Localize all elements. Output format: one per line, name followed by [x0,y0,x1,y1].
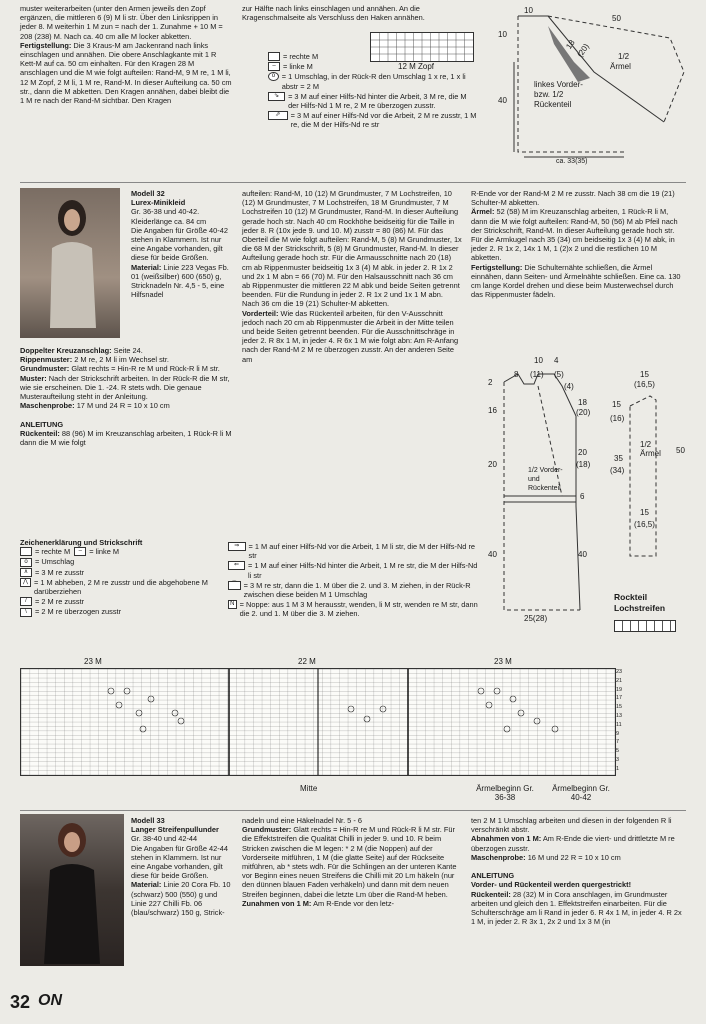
chart-row-numbers: 23 21 19 17 15 13 11 9 7 5 3 1 [616,669,622,772]
chart-block-1: 23 M [84,657,102,666]
model32-col3: R-Ende vor der Rand-M 2 M re zusstr. Nach 38 cm die 19 (21) Schulter-M abketten. Ärmel: 52 (58) M im Kreuzanschlag arbeiten, 1 Rück-R li M, dann die M wie folgt aufteilen: Rand-M, 50 (56) M ab Pfeil nach der Strickschrift, Rand-M. In dieser Aufteilung gerade hoch str. Für die Armkugel nach 35 (34) cm beidseitig 1x 3 (4) M abk, in jeder 2. R 1x 2, 14x 1 M, 1 (2)x 2 und die restlichen 10 M abketten. Fertigstellung: Die Schulternähte schließen, die Ärmel einnähen, dann Seiten- und Ärmelnähte schließen. Eine ca. 130 cm lange Kordel drehen und diese beim Musterwechsel durch das Rippenmuster fädeln. [471,189,681,300]
chart-block-2: 22 M [298,657,316,666]
s-s: 15 [640,370,649,379]
divider-bottom [20,810,686,811]
dim-18: 18 [564,38,577,51]
model33-photo [20,814,124,966]
divider-top [20,182,686,183]
rock-title: Rockteil Lochstreifen [614,592,666,613]
s-k: 20 [488,460,497,469]
model32-photo [20,188,120,338]
top-legend: = rechte M – = linke M o = 1 Umschlag, in der Rück-R den Umschlag 1 x re, 1 x li abstr = 2 M ⇘ = 3 M auf einer Hilfs-Nd hinter die Arbeit, 3 M re, die M der Hilfs-Nd 1 M re, 2 M re überzogen zusstr. ⇗ = 3 M auf einer Hilfs-Nd vor die Arbeit, 2 M re zusstr, 1 M re, die M der Hilfs-Nd re str [268,52,478,131]
magazine-logo: ON [38,992,62,1009]
zopf-label: 12 M Zopf [398,62,435,71]
chart-block-3: 23 M [494,657,512,666]
s-o: 6 [580,492,585,501]
dim-50: 50 [612,14,621,23]
dim-10b: 10 [498,30,507,39]
page-number: 32 [10,992,31,1012]
model33-col2: nadeln und eine Häkelnadel Nr. 5 - 6 Grundmuster: Glatt rechts = Hin-R re M und Rück-R li M str. Für die Effektstreifen die Qualität Chilli in jeder 9. und 10. R beim Stricken zwischen die M legen: * 2 M (die Noppen) auf der Vorderseite mitführen, 1 M (die glatte Seite) auf der Rückseite mitführen, ab * stets wdh. Für die Schlingen an der unteren Kante vor Beginn eines neuen Streifens die Chilli mit 20 Lm häkeln (nur den dünnen blauen Faden verhäkeln) und dann mit dem neuen Streifen beginnen, dabei die letzte Lm über die Rand-M heben. Zunahmen von 1 M: Am R-Ende vor den letz- [242,816,457,908]
s-i: 18 [578,398,587,407]
dim-width: ca. 33(35) [556,158,588,165]
s-j: (20) [576,408,591,417]
s-n: 1/2 Vorder- und Rückenteil [528,467,563,492]
s-p: 40 [488,550,497,559]
s-t: (16,5) [634,380,655,389]
chart-arm2: Ärmelbeginn Gr. 40-42 [552,784,610,802]
model32-header: Modell 32 Lurex-Minikleid Gr. 36-38 und 40-42. Kleiderlänge ca. 84 cm Die Angaben für Größe 40-42 stehen in Klammern. Ist nur eine Angabe vorhanden, gilt diese für beide Größen. Material: Linie 223 Vegas Fb. 01 (weißsilber) 600 (650) g, Stricknadeln Nr. 4,5 - 5, eine Hilfsnadel [131,189,229,300]
model33-header: Modell 33 Langer Streifenpullunder Gr. 38-40 und 42-44 Die Angaben für Größe 42-44 stehen in Klammern. Ist nur eine Angabe vorhanden, gilt diese für beide Größen. Material: Linie 20 Cora Fb. 10 (schwarz) 500 (550) g und Linie 227 Chilli Fb. 06 (blau/schwarz) 150 g, Strick- [131,816,231,918]
model32-col1: Doppelter Kreuzanschlag: Seite 24. Rippenmuster: 2 M re, 2 M li im Wechsel str. Grundmuster: Glatt rechts = Hin-R re M und Rück-R li M str. Muster: Nach der Strickschrift arbeiten. In der Rück-R die M str, wie sie erscheinen. Die 1. -24. R stets wdh. Die genaue Musteraufteilung steht in der Anleitung. Maschenprobe: 17 M und 24 R = 10 x 10 cm ANLEITUNG Rückenteil: 88 (96) M im Kreuzanschlag arbeiten, 1 Rück-R li M dann die M wie folgt [20,346,232,448]
s-l: 20 [578,448,587,457]
s-v: (16) [610,414,625,423]
arm-label: Ärmel [610,62,631,71]
s-h: 16 [488,406,497,415]
s-bb: (16,5) [634,520,655,529]
s-x: (34) [610,466,625,475]
chart-arm1: Ärmelbeginn Gr. 36-38 [476,784,534,802]
top-left-text: muster weiterarbeiten (unter den Armen jeweils den Zopf ergänzen, die mittleren 6 (9) M li str. Über den Linksrippen in jeder 8. M weiterhin 1 M zun = nach der 1. Zunahme + 10 M = 208 (238) M. Nach ca. 40 cm alle M locker abketten. Fertigstellung: Die 3 Kraus-M am Jackenrand nach links einschlagen und annähen. Die obere Anschlagkante mit 1 R Kett-M auf ca. 50 cm einhalten. Für den Kragen 28 M anschlagen und die M wie folgt aufteilen: Rand-M, 9 M re, 1 M li, 12 M Zopf, 2 M li, 1 M re, Rand-M. In dieser Aufteilung ca. 50 cm str., dann die M abketten. Den Kragen annähen, dabei bleibt die 1 M re nach der Rand-M sichtbar. Den Kragen [20,4,232,106]
s-aa: 15 [640,508,649,517]
body-label: linkes Vorder- bzw. 1/2 Rückenteil [534,80,583,109]
dim-20: (20) [575,42,591,59]
s-c: 8 [514,370,519,379]
half-label: 1/2 [618,52,630,61]
top-mid-text: zur Hälfte nach links einschlagen und annähen. An die Kragenschmalseite als Verschluss den Haken annähen. [242,4,425,23]
s-e: (5) [554,370,564,379]
s-y: 1/2 Ärmel [640,440,661,458]
s-r: 25(28) [524,614,548,623]
knitting-chart [20,668,616,776]
body-schematic [484,356,698,632]
sleeve-diagram [484,2,698,174]
s-q: 40 [578,550,587,559]
legend2-right: ⇒ = 1 M auf einer Hilfs-Nd vor die Arbeit, 1 M li str, die M der Hilfs-Nd re str ⇐ = 1 M auf einer Hilfs-Nd hinter die Arbeit, 1 M re str, die M der Hilfs-Nd li str ⌒ = 3 M re str, dann die 1. M über die 2. und 3. M ziehen, in der Rück-R zwischen diese beiden M 1 Umschlag N = Noppe: aus 1 M 3 M herausstr, wenden, li M str, wenden re M str, dann die 2. und 1. M über die 3. M ziehen. [228,542,478,620]
model33-col3: ten 2 M 1 Umschlag arbeiten und diesen in der folgenden R li verschränkt abstr. Abnahmen von 1 M: Am R-Ende die viert- und drittletzte M re überzogen zusstr. Maschenprobe: 16 M und 22 R = 10 x 10 cm ANLEITUNG Vorder- und Rückenteil werden quergestrickt! Rückenteil: 28 (32) M in Cora anschlagen, im Grundmuster arbeiten und gleich den 1. Effektstreifen einarbeiten. Für die Schulterschräge am li Rand in jeder 6. R 4x 1 M, in jeder 4. R 2x 1 M, in jeder 2. R 3x 1, 2x 2 und 1x 3 M (in [471,816,682,927]
s-z: 50 [676,446,685,455]
rock-mini-chart [614,620,676,632]
s-g: (4) [564,382,574,391]
s-b: 4 [554,356,559,365]
model32-col2: aufteilen: Rand-M, 10 (12) M Grundmuster, 7 M Lochstreifen, 10 (12) M Grundmuster, 7 M Lochstreifen, 18 M Grundmuster, 7 M Lochstreifen 10 (12) M Grundmuster, Rand-M. In dieser Aufteilung gerade hoch str. Nach 40 cm Rockhöhe beidseitig für die Taille in jeder 8. R (10x jede 9. und 10. M) zusstr = 80 (86) M. Für das Oberteil die M wie folgt aufteilen: Rand-M, 5 (8) M Grundmuster, 1x die 68 M der Strickschrift, 5 (8) M Grundmuster, Rand-M. In dieser Aufteilung gerade hoch str. Für die Armausschnitte nach 20 (18) cm ab Rippenmuster beidseitig 1x 3 (4) M abk. in jeder 2. R 1x 2 und 2x 1 M abn = 66 (70) M. Für den Halsausschnitt nach 36 cm ab Rippenmuster die mittleren 22 M abk und beide Seiten getrennt beenden. Für die Rundung in jeder 2. R 1x 2 und 1x 1 M abn. Nach 36 cm die 19 (21) Schulter-M abketten. Vorderteil: Wie das Rückenteil arbeiten, für den V-Ausschnitt jedoch nach 20 cm ab Rippenmuster die Arbeit in der Mitte teilen und beide Seiten getrennt beenden. Für die Ausschnittschräge in jeder 2. R 8x 1 M, in jeder 4. R 6x 1 M wie folgt abn: Am R-Anfang nach der Rand-M 2 M re überzogen zusstr. An der anderen Seite am [242,189,462,364]
s-w: 35 [614,454,623,463]
legend2: Zeichenerklärung und Strickschrift = rechte M – = linke M o = Umschlag ∧ = 3 M re zusstr ⋀ = 1 M abheben, 2 M re zusstr und die abgehobene M darüberziehen / = 2 M re zusstr \ = 2 M re überzogen zusstr [20,538,208,617]
s-a: 10 [534,356,543,365]
dim-40: 40 [498,96,507,105]
chart-mitte: Mitte [300,784,318,793]
s-d: (11) [530,370,544,379]
s-f: 2 [488,378,493,387]
s-m: (18) [576,460,591,469]
dim-10: 10 [524,6,533,15]
s-u: 15 [612,400,621,409]
